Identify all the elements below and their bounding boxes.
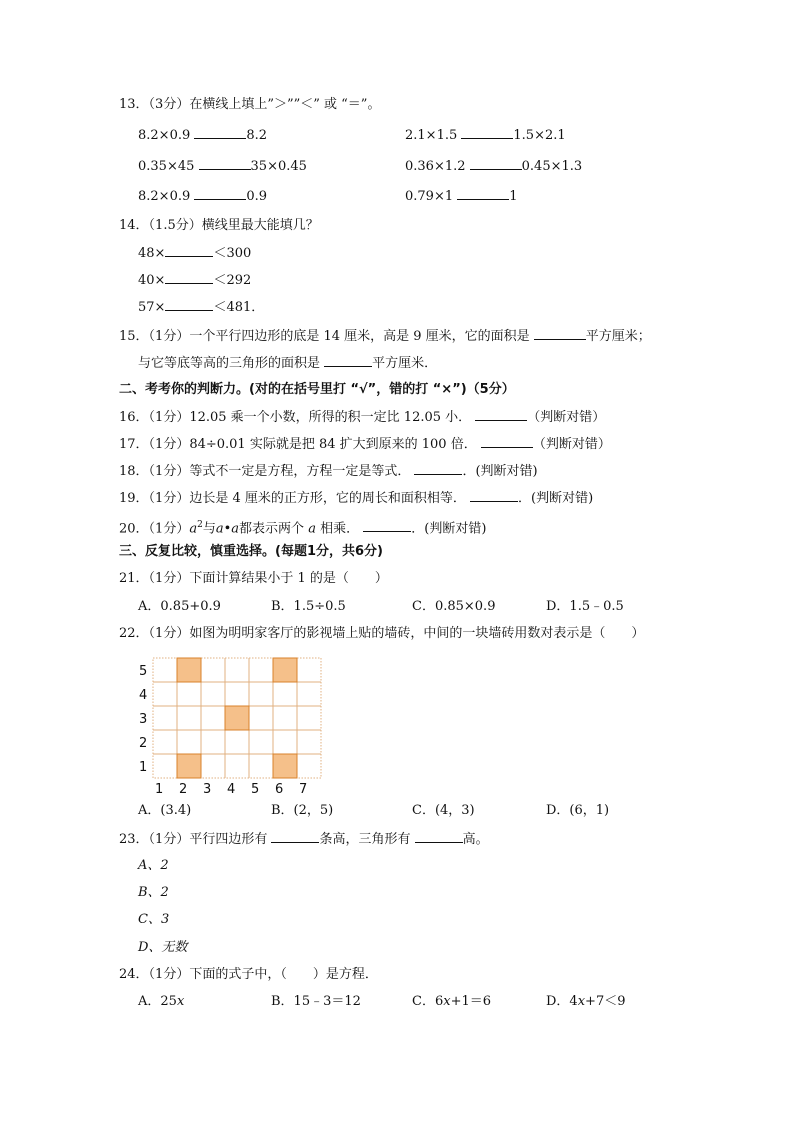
y-label-3: 3 (139, 712, 148, 727)
q23-option-c[interactable]: C、3 (138, 912, 170, 927)
tile-grid (135, 654, 335, 794)
q15-line-2-unit: 平方厘米． (372, 356, 438, 371)
q16-text: 16．（1分）12.05 乘一个小数，所得的积一定比 12.05 小． (119, 410, 472, 425)
tile-6-1 (273, 754, 297, 778)
grid-cell (225, 682, 249, 706)
x-label-2: 2 (179, 782, 188, 794)
q20-var-d: a (308, 521, 316, 537)
tile-2-5 (177, 658, 201, 682)
grid-cell (153, 706, 177, 730)
q20-var-a: a (189, 521, 198, 537)
q18-hint: ．(判断对错) (462, 464, 538, 479)
grid-cell (153, 658, 177, 682)
q14-item-3-right: ＜481． (213, 300, 265, 315)
q19 (119, 489, 593, 508)
q15-blank-1[interactable] (534, 327, 586, 340)
q13-item-1 (138, 126, 267, 145)
q21-option-c[interactable]: C．0.85×0.9 (412, 599, 496, 614)
grid-cell (297, 658, 321, 682)
q14-title: 14．（1.5分）横线里最大能填几？ (119, 218, 319, 233)
q18-blank[interactable] (414, 462, 462, 475)
grid-cell (201, 706, 225, 730)
x-label-5: 5 (251, 782, 260, 794)
q23-text-1: 23．（1分）平行四边形有 (119, 832, 268, 847)
q16-hint: （判断对错） (527, 410, 606, 425)
y-label-2: 2 (139, 736, 148, 751)
q16-blank[interactable] (475, 408, 527, 421)
q14-item-2-left: 40× (138, 273, 166, 288)
q14-blank-3[interactable] (165, 298, 213, 311)
grid-cell (297, 754, 321, 778)
tile-grid-figure (135, 654, 335, 794)
q13-item-6-left: 0.79×1 (405, 189, 454, 204)
grid-cell (249, 682, 273, 706)
q14-item-2-right: ＜292 (213, 273, 252, 288)
grid-cell (201, 730, 225, 754)
q14-blank-2[interactable] (165, 271, 213, 284)
q20-var-c: a (231, 521, 240, 537)
q20-hint: ．(判断对错) (411, 521, 487, 537)
q23-option-b[interactable]: B、2 (138, 885, 169, 900)
grid-cell (273, 730, 297, 754)
grid-cell (153, 754, 177, 778)
q17-blank[interactable] (481, 435, 533, 448)
q21-option-a[interactable]: A．0.85+0.9 (138, 599, 221, 614)
tile-4-3 (225, 706, 249, 730)
q15-line-2-text: 与它等底等高的三角形的面积是 (138, 356, 321, 371)
q14-item-3 (138, 298, 264, 317)
grid-cell (297, 730, 321, 754)
q13-blank-2[interactable] (461, 126, 513, 139)
y-label-1: 1 (139, 760, 148, 775)
q21-title: 21．（1分）下面计算结果小于 1 的是（ ） (119, 571, 388, 586)
q22-option-b[interactable]: B．(2，5) (271, 803, 334, 818)
q14-item-1-right: ＜300 (213, 246, 252, 261)
q22-option-c[interactable]: C．(4，3) (412, 803, 475, 818)
grid-cell (153, 730, 177, 754)
y-label-4: 4 (139, 688, 148, 703)
section-2-heading: 二、考考你的判断力。(对的在括号里打 “√”，错的打 “×”)（5分） (119, 382, 515, 397)
q15-blank-2[interactable] (324, 354, 372, 367)
q15-line-1-unit: 平方厘米； (585, 329, 651, 344)
q13-item-2-left: 2.1×1.5 (405, 128, 458, 143)
q13-item-4 (405, 157, 582, 176)
q22-option-d[interactable]: D．(6，1) (546, 803, 610, 818)
grid-cell (201, 682, 225, 706)
q13-blank-6[interactable] (457, 187, 509, 200)
q13-item-3-left: 0.35×45 (138, 159, 195, 174)
grid-cell (153, 682, 177, 706)
grid-cell (273, 682, 297, 706)
grid-cell (249, 730, 273, 754)
q23-text-2: 条高，三角形有 (319, 832, 411, 847)
q13-item-5-left: 8.2×0.9 (138, 189, 191, 204)
q24-option-a[interactable] (138, 993, 184, 1011)
section-3-heading: 三、反复比较，慎重选择。(每题1分，共6分) (119, 544, 383, 559)
q24-option-a-var: x (176, 994, 185, 1009)
q23-blank-1[interactable] (271, 830, 319, 843)
q17-hint: （判断对错） (532, 437, 611, 452)
grid-cell (249, 658, 273, 682)
q20-blank[interactable] (363, 519, 411, 532)
q20-rest: 都表示两个 (239, 521, 305, 537)
q24-option-d-post: +7＜9 (585, 994, 626, 1009)
q24-option-a-pre: A．25 (138, 994, 177, 1009)
grid-cell (225, 658, 249, 682)
q13-item-6 (405, 187, 518, 206)
q20-with: 与 (202, 521, 216, 537)
q17 (119, 435, 611, 454)
x-label-6: 6 (275, 782, 284, 794)
q24-option-d[interactable] (546, 993, 625, 1011)
q22-option-a[interactable]: A．(3.4) (138, 803, 192, 818)
q13-item-2-right: 1.5×2.1 (513, 128, 566, 143)
q13-item-5-right: 0.9 (246, 189, 268, 204)
grid-cell (177, 706, 201, 730)
q14-item-1-left: 48× (138, 246, 166, 261)
q14-item-2 (138, 271, 251, 290)
grid-cell (273, 706, 297, 730)
q17-text: 17．（1分）84÷0.01 实际就是把 84 扩大到原来的 100 倍． (119, 437, 477, 452)
q24-option-d-pre: D．4 (546, 994, 578, 1009)
grid-cell (297, 682, 321, 706)
q24-option-b[interactable]: B．15﹣3＝12 (271, 994, 361, 1009)
q22-title: 22．（1分）如图为明明家客厅的影视墙上贴的墙砖，中间的一块墙砖用数对表示是（ ） (119, 626, 645, 641)
q13-item-3-right: 35×0.45 (250, 159, 307, 174)
q18-text: 18．（1分）等式不一定是方程，方程一定是等式． (119, 464, 411, 479)
q23-question (119, 830, 489, 849)
q13-item-2 (405, 126, 566, 145)
q14-blank-1[interactable] (165, 244, 213, 257)
q16 (119, 408, 605, 427)
grid-cell (225, 754, 249, 778)
q21-option-b[interactable]: B．1.5÷0.5 (271, 599, 346, 614)
grid-cell (201, 754, 225, 778)
q13-blank-5[interactable] (194, 187, 246, 200)
q13-blank-1[interactable] (194, 126, 246, 139)
q20-exponent: 2 (197, 520, 203, 530)
q14-item-1 (138, 244, 251, 263)
q20 (119, 516, 486, 538)
q21-option-d[interactable]: D．1.5﹣0.5 (546, 599, 624, 614)
q13-item-5 (138, 187, 267, 206)
q24-option-d-var: x (577, 994, 586, 1009)
q20-dot: • (223, 521, 232, 537)
q15-line-1 (119, 327, 651, 346)
tile-2-1 (177, 754, 201, 778)
q23-blank-2[interactable] (415, 830, 463, 843)
grid-cell (297, 706, 321, 730)
q24-option-c-var: x (443, 994, 451, 1009)
q23-option-a[interactable]: A、2 (138, 858, 169, 873)
q19-text: 19．（1分）边长是 4 厘米的正方形，它的周长和面积相等． (119, 491, 466, 506)
q13-title: 13．（3分）在横线上填上”＞””＜” 或 “＝”。 (119, 97, 381, 112)
q13-blank-3[interactable] (199, 157, 251, 170)
tile-6-5 (273, 658, 297, 682)
q19-hint: ．(判断对错) (518, 491, 594, 506)
grid-cell (177, 730, 201, 754)
q13-item-6-right: 1 (509, 189, 518, 204)
q19-blank[interactable] (470, 489, 518, 502)
q23-text-3: 高。 (462, 832, 489, 847)
grid-cell (249, 706, 273, 730)
x-label-1: 1 (155, 782, 164, 794)
q24-option-c-pre: C．6 (412, 994, 444, 1009)
q13-item-1-left: 8.2×0.9 (138, 128, 191, 143)
x-label-4: 4 (227, 782, 236, 794)
q23-option-d[interactable]: D、无数 (138, 940, 188, 955)
q20-var-b: a (215, 521, 224, 537)
q24-title: 24．（1分）下面的式子中，（ ）是方程． (119, 967, 378, 982)
grid-cell (225, 730, 249, 754)
x-label-7: 7 (299, 782, 308, 794)
q18 (119, 462, 538, 481)
q13-blank-4[interactable] (470, 157, 522, 170)
q15-line-2 (138, 354, 437, 373)
x-label-3: 3 (203, 782, 212, 794)
grid-cell (201, 658, 225, 682)
q13-item-3 (138, 157, 307, 176)
grid-cell (177, 682, 201, 706)
q14-item-3-left: 57× (138, 300, 166, 315)
q24-option-c-post: +1＝6 (450, 994, 491, 1009)
q13-item-1-right: 8.2 (246, 128, 268, 143)
q20-end: 相乘． (320, 521, 360, 537)
grid-cell (249, 754, 273, 778)
q24-option-c[interactable] (412, 993, 491, 1011)
q13-item-4-left: 0.36×1.2 (405, 159, 466, 174)
y-label-5: 5 (139, 664, 148, 679)
q15-line-1-text: 15．（1分）一个平行四边形的底是 14 厘米，高是 9 厘米，它的面积是 (119, 329, 530, 344)
q13-item-4-right: 0.45×1.3 (521, 159, 583, 174)
q20-number: 20．（1分） (119, 521, 190, 537)
